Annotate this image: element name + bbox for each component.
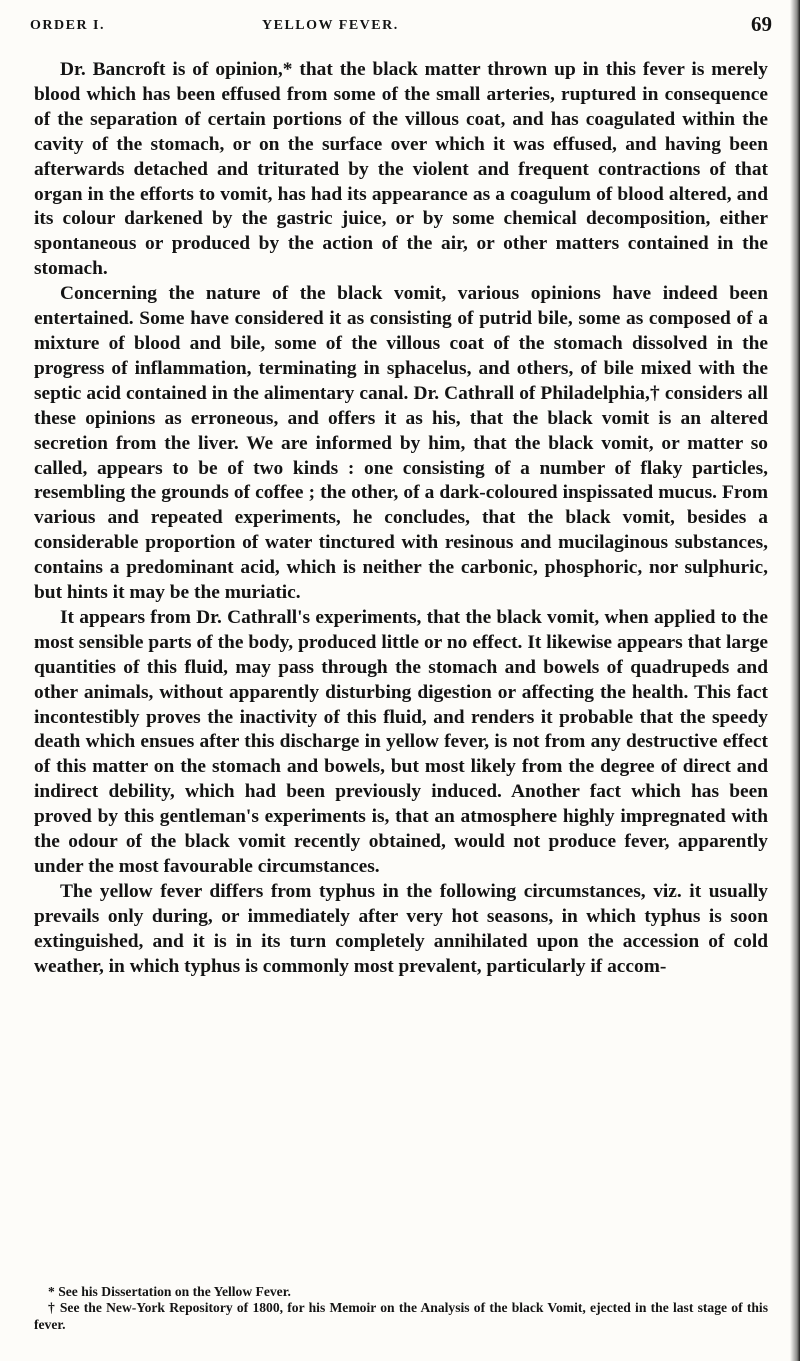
header-order: ORDER I. [30, 18, 106, 33]
footnotes [34, 1284, 768, 1333]
paragraph-typhus: The yellow fever differs from typhus in the following circumstances, viz. it usually prevails only during, or immediately after very hot seasons, in which typhus is soon extinguished, and it is in its turn completely annihilated upon the accession of cold weather, in which typhus is commonly most prevalent, particularly if accom- [34, 880, 768, 977]
footnote-1: * See his Dissertation on the Yellow Fever. [48, 1284, 291, 1299]
paragraph-bancroft: Dr. Bancroft is of opinion,* that the black matter thrown up in this fever is merely blood which has been effused from some of the small arteries, ruptured in consequence of the separation of certain portions of the villous coat, and has coagulated within the cavity of the stomach, or on the surface over which it was effused, and having been afterwards detached and triturated by the violent and frequent contractions of that organ in the efforts to vomit, has had its appearance as a coagulum of blood altered, and its colour darkened by the gastric juice, or by some chemical decomposition, either spontaneous or produced by the action of the air, or other matters contained in the stomach. [34, 59, 768, 280]
body-text [34, 58, 768, 980]
header-title: YELLOW FEVER. [262, 18, 399, 33]
page-edge-shadow [790, 0, 800, 1361]
running-header [30, 12, 772, 40]
page-number: 69 [751, 12, 772, 36]
paragraph-opinions: Concerning the nature of the black vomit, various opinions have indeed been entertained. Some have considered it as consisting of putrid bile, some as composed of a mixture of blood and bile, some of the villous coat of the stomach dissolved in the progress of inflammation, terminating in sphacelus, and others, of bile mixed with the septic acid contained in the alimentary canal. Dr. Cathrall of Philadelphia,† considers all these opinions as erroneous, and offers it as his, that the black vomit is an altered secretion from the liver. We are informed by him, that the black vomit, or matter so called, appears to be of two kinds : one consisting of a number of flaky particles, resembling the grounds of coffee ; the other, of a dark-coloured inspissated mucus. From various and repeated experiments, he concludes, that the black vomit, besides a considerable proportion of water tinctured with resinous and mucilaginous substances, contains a predominant acid, which is neither the carbonic, phosphoric, nor sulphuric, but hints it may be the muriatic. [34, 283, 768, 604]
paragraph-experiments: It appears from Dr. Cathrall's experiments, that the black vomit, when applied to the most sensible parts of the body, produced little or no effect. It likewise appears that large quantities of this fluid, may pass through the stomach and bowels of quadrupeds and other animals, without apparently disturbing digestion or affecting the health. This fact incontestibly proves the inactivity of this fluid, and renders it probable that the speedy death which ensues after this discharge in yellow fever, is not from any destructive effect of this matter on the stomach and bowels, but most likely from the degree of direct and indirect debility, which had been previously induced. Another fact which has been proved by this gentleman's experiments is, that an atmosphere highly impregnated with the odour of the black vomit recently obtained, would not produce fever, apparently under the most favourable circumstances. [34, 606, 768, 877]
footnote-2: † See the New-York Repository of 1800, for his Memoir on the Analysis of the black Vomit, ejected in the last stage of this fever. [34, 1300, 768, 1332]
